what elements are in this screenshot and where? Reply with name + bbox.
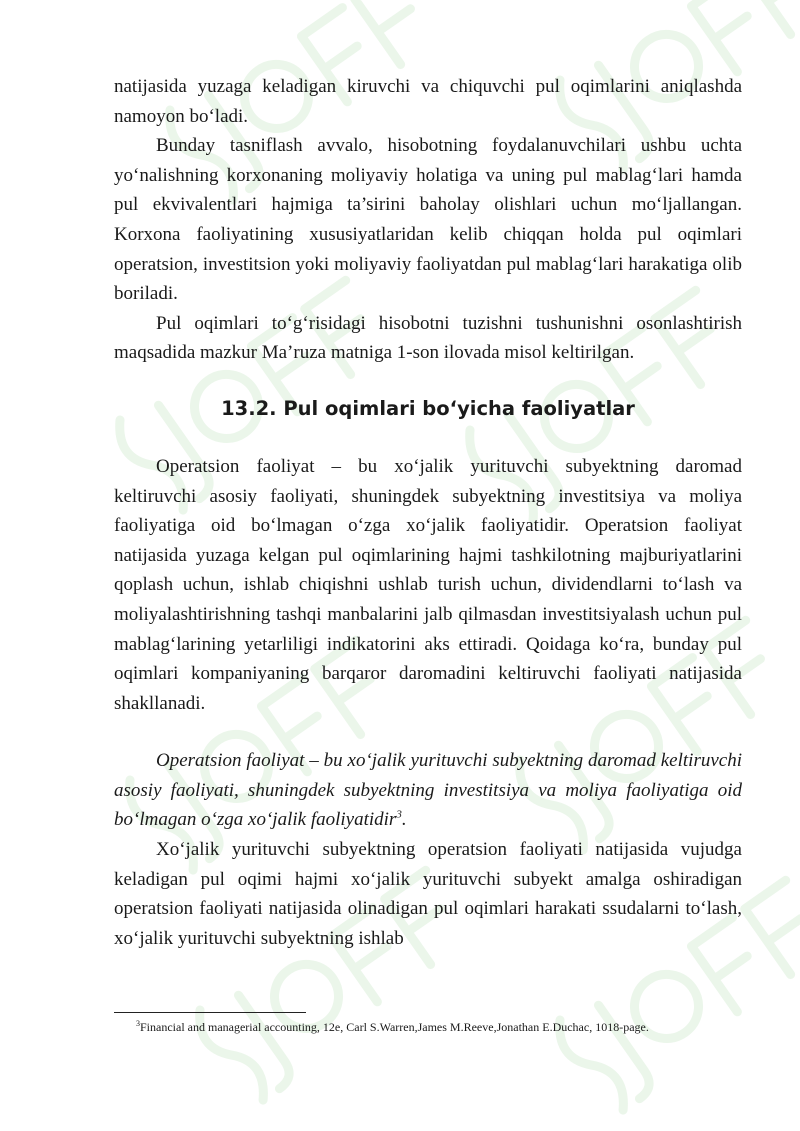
- italic-definition-end: .: [401, 809, 407, 831]
- footnote-mark: 3: [136, 1019, 140, 1028]
- paragraph-1: natijasida yuzaga keladigan kiruvchi va chiquvchi pul oqimlarini aniqlashda namoyon bo‘ladi.: [114, 76, 742, 127]
- footnote: [136, 1019, 756, 1035]
- italic-definition: [114, 746, 742, 835]
- paragraph-5: Xo‘jalik yurituvchi subyektning operatsion faoliyati natijasida vujudga keladigan pul oqimi hajmi xo‘jalik yurituvchi subyekt amalga oshiradigan operatsion faoliyati natijasida olinadigan pul oqimlari harakati ssudalarni to‘lash, xo‘jalik yurituvchi subyektning ishlab: [114, 839, 742, 949]
- paragraph-2: Bunday tasniflash avvalo, hisobotning foydalanuvchilari ushbu uchta yo‘nalishning korxonaning moliyaviy holatiga va uning pul mablag‘lari hamda pul ekvivalentlari hajmiga ta’sirini baholay olishlari uchun mo‘ljallangan. Korxona faoliyatining xususiyatlaridan kelib chiqqan holda pul oqimlari operatsion, investitsion yoki moliyaviy faoliyatdan pul mablag‘lari harakatiga olib boriladi.: [114, 135, 742, 305]
- italic-definition-text: Operatsion faoliyat – bu xo‘jalik yurituvchi subyektning daromad keltiruvchi asosiy faoliyati, shuningdek subyektning investitsiya va moliya faoliyatiga oid bo‘lmagan o‘zga xo‘jalik faoliyatidir: [114, 750, 742, 831]
- footnote-ref[interactable]: 3: [396, 809, 402, 822]
- document-body: [114, 72, 742, 953]
- paragraph-3: Pul oqimlari to‘g‘risidagi hisobotni tuzishni tushunishni osonlashtirish maqsadida mazkur Ma’ruza matniga 1-son ilovada misol keltirilgan.: [114, 312, 742, 364]
- footnote-divider: [114, 1012, 306, 1013]
- section-heading: 13.2. Pul oqimlari bo‘yicha faoliyatlar: [221, 396, 635, 420]
- footnote-text: Financial and managerial accounting, 12e, Carl S.Warren,James M.Reeve,Jonathan E.Duchac, 1018-page.: [140, 1020, 649, 1034]
- paragraph-4: Operatsion faoliyat – bu xo‘jalik yurituvchi subyektning daromad keltiruvchi asosiy faoliyati, shuningdek subyektning investitsiya va moliya faoliyatiga oid bo‘lmagan o‘zga xo‘jalik faoliyatidir. Operatsion faoliyat natijasida yuzaga kelgan pul oqimlarining hajmi tashkilotning majburiyatlarini qoplash uchun, ishlab chiqishni ushlab turish uchun, dividendlarni to‘lash va moliyalashtirishning tashqi manbalarini jalb qilmasdan investitsiyalash uchun pul mablag‘larining yetarliligi indikatorini aks ettiradi. Qoidaga ko‘ra, bunday pul oqimlari kompaniyaning barqaror daromadini keltiruvchi faoliyati natijasida shakllanadi.: [114, 455, 742, 714]
